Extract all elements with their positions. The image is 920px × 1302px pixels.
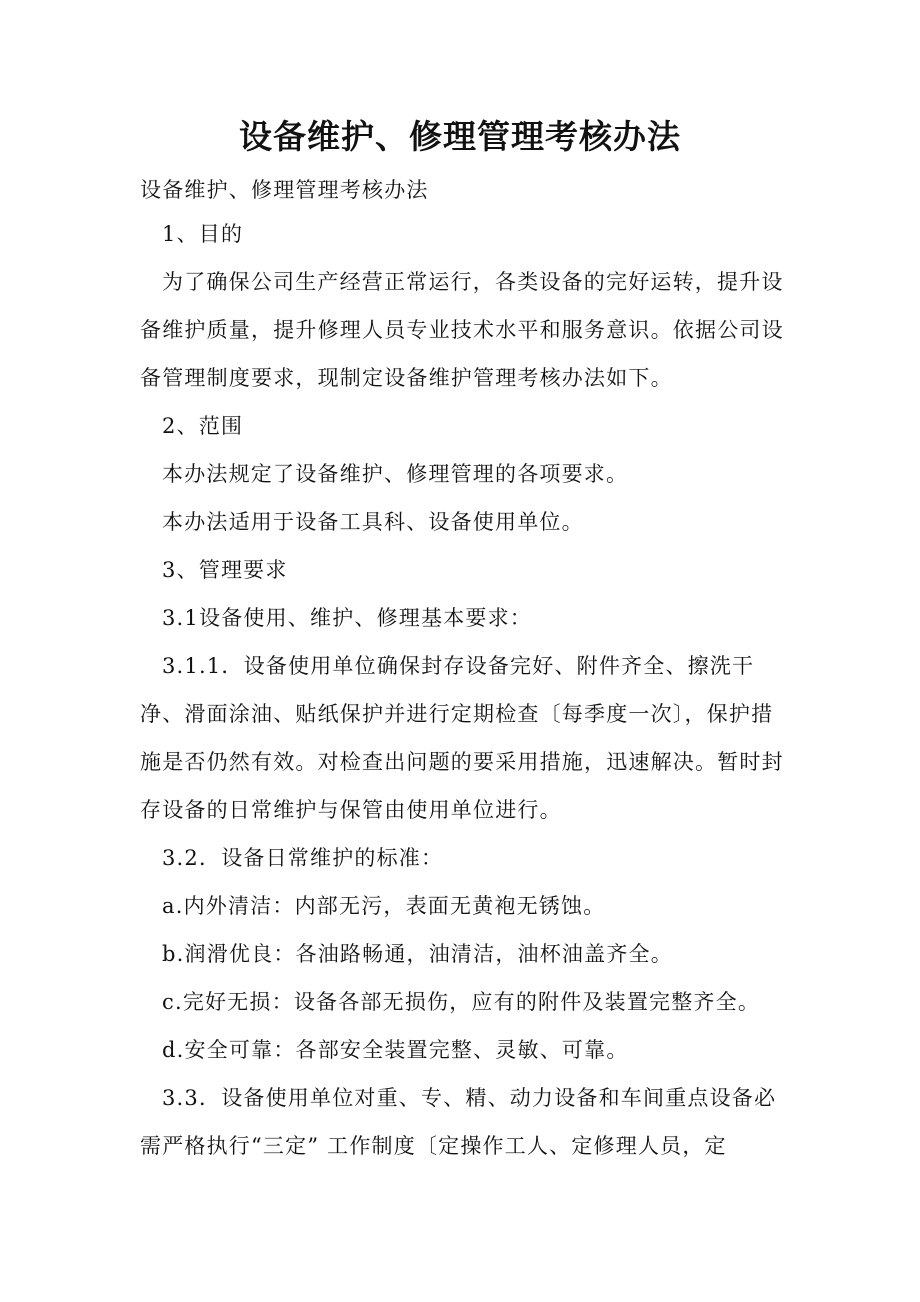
list-item-b: b.润滑优良：各油路畅通，油清洁，油杯油盖齐全。	[162, 942, 673, 966]
section-heading-purpose: 1、目的	[162, 222, 244, 246]
document-title: 设备维护、修理管理考核办法	[239, 117, 681, 156]
document-subtitle: 设备维护、修理管理考核办法	[140, 178, 429, 202]
subsection-heading-3-2: 3.2．设备日常维护的标准：	[162, 846, 444, 870]
paragraph-3-1-1: 3.1.1．设备使用单位确保封存设备完好、附件齐全、擦洗干净、滑面涂油、贴纸保护并进行定期检查〔每季度一次〕，保护措施是否仍然有效。对检查出问题的要采用措施，迅速解决。暂时封存设备的日常维护与保管由使用单位进行。	[140, 654, 784, 822]
list-item-d: d.安全可靠：各部安全装置完整、灵敏、可靠。	[162, 1038, 629, 1062]
section-heading-requirements: 3、管理要求	[162, 558, 288, 582]
section-heading-scope: 2、范围	[162, 414, 244, 438]
list-item-a: a.内外清洁：内部无污，表面无黄袍无锈蚀。	[162, 894, 606, 918]
paragraph-purpose: 为了确保公司生产经营正常运行，各类设备的完好运转，提升设备维护质量，提升修理人员专业技术水平和服务意识。依据公司设备管理制度要求，现制定设备维护管理考核办法如下。	[140, 270, 784, 390]
subsection-heading-3-1: 3.1设备使用、维护、修理基本要求：	[162, 606, 532, 630]
paragraph-scope-2: 本办法适用于设备工具科、设备使用单位。	[162, 510, 584, 534]
paragraph-scope-1: 本办法规定了设备维护、修理管理的各项要求。	[162, 462, 629, 486]
list-item-c: c.完好无损：设备各部无损伤，应有的附件及装置完整齐全。	[162, 990, 761, 1014]
paragraph-3-3: 3.3．设备使用单位对重、专、精、动力设备和车间重点设备必需严格执行“三定” 工作制度〔定操作工人、定修理人员，定	[140, 1086, 777, 1158]
